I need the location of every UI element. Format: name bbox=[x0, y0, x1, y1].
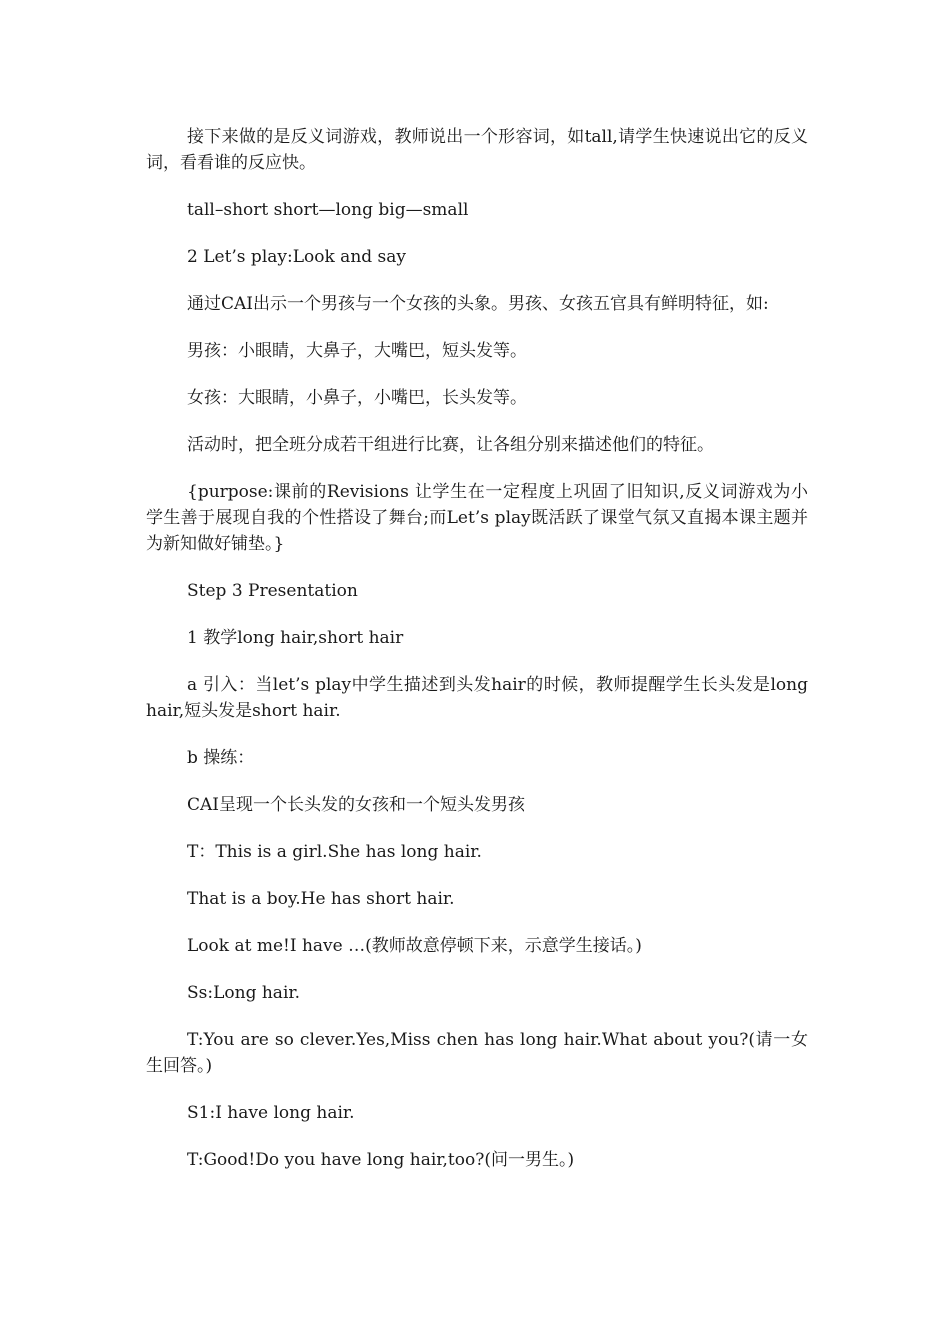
paragraph-dialogue-clever: T:You are so clever.Yes,Miss chen has long hair.What about you?(请一女生回答。) bbox=[146, 1030, 808, 1076]
paragraph-cai-present: CAI呈现一个长头发的女孩和一个短头发男孩 bbox=[187, 795, 525, 815]
paragraph-teach-hair: 1 教学long hair,short hair bbox=[187, 628, 404, 648]
paragraph-purpose: {purpose:课前的Revisions 让学生在一定程度上巩固了旧知识,反义词游戏为小学生善于展现自我的个性搭设了舞台;而Let’s play既活跃了课堂气氛又直揭本课主题并为新知做好铺垫。} bbox=[146, 482, 808, 554]
paragraph-lets-play-heading: 2 Let’s play:Look and say bbox=[187, 247, 407, 267]
paragraph-boy-features: 男孩：小眼睛，大鼻子，大嘴巴，短头发等。 bbox=[187, 341, 527, 361]
paragraph-dialogue-boy: That is a boy.He has short hair. bbox=[187, 889, 455, 909]
paragraph-girl-features: 女孩：大眼睛，小鼻子，小嘴巴，长头发等。 bbox=[187, 388, 527, 408]
paragraph-dialogue-girl: T：This is a girl.She has long hair. bbox=[187, 842, 482, 862]
paragraph-step3-heading: Step 3 Presentation bbox=[187, 581, 358, 601]
paragraph-cai-faces: 通过CAI出示一个男孩与一个女孩的头象。男孩、女孩五官具有鲜明特征，如: bbox=[187, 294, 769, 314]
paragraph-dialogue-look-at-me: Look at me!I have …(教师故意停顿下来，示意学生接话。) bbox=[187, 936, 642, 956]
paragraph-antonym-game: 接下来做的是反义词游戏，教师说出一个形容词，如tall,请学生快速说出它的反义词，看看谁的反应快。 bbox=[146, 127, 808, 173]
paragraph-dialogue-good: T:Good!Do you have long hair,too?(问一男生。) bbox=[187, 1150, 575, 1170]
paragraph-dialogue-s1: S1:I have long hair. bbox=[187, 1103, 355, 1123]
paragraph-antonym-pairs: tall–short short—long big—small bbox=[187, 200, 469, 220]
paragraph-dialogue-ss: Ss:Long hair. bbox=[187, 983, 301, 1003]
paragraph-introduction: a 引入：当let’s play中学生描述到头发hair的时候，教师提醒学生长头发是long hair,短头发是short hair. bbox=[146, 675, 808, 721]
document-page bbox=[146, 124, 808, 1194]
paragraph-practice-heading: b 操练： bbox=[187, 748, 255, 768]
paragraph-group-competition: 活动时，把全班分成若干组进行比赛，让各组分别来描述他们的特征。 bbox=[187, 435, 714, 455]
